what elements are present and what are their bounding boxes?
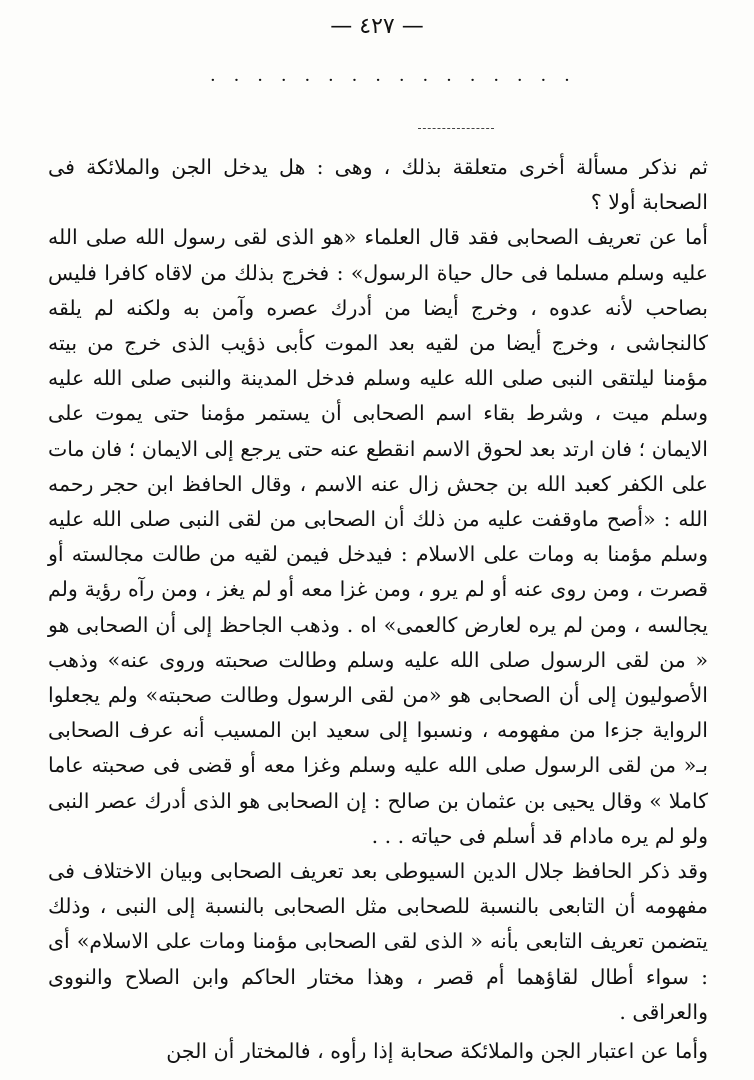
ornament-dot: · — [469, 70, 476, 91]
body-text — [48, 150, 708, 1069]
section-divider — [418, 128, 494, 129]
ornament-dot: · — [210, 70, 216, 91]
ornament-dot: · — [493, 70, 500, 91]
ornament-dot: · — [351, 70, 358, 91]
ornament-dot: · — [422, 70, 429, 91]
ornament-dot: · — [233, 70, 240, 91]
ornament-dot: · — [516, 70, 523, 91]
ornament-dot: · — [375, 70, 381, 91]
paragraph-companion-definition: أما عن تعريف الصحابى فقد قال العلماء «هو الذى لقى رسول الله صلى الله عليه وسلم مسلما فى حال حياة الرسول» : فخرج بذلك من لاقاه كافرا فليس بصاحب لأنه عدوه ، وخرج أيضا من أدرك عصره وآمن به ولكنه لم يلقه كالنجاشى ، وخرج أيضا من لقيه بعد الموت كأبى ذؤيب الذى خرج من بيته مؤمنا ليلتقى النبى صلى الله عليه وسلم فدخل المدينة والنبى صلى الله عليه وسلم ميت ، وشرط بقاء اسم الصحابى أن يستمر مؤمنا حتى يموت على الايمان ؛ فان ارتد بعد لحوق الاسم انقطع عنه حتى يرجع إلى الايمان ؛ فان مات على الكفر كعبد الله بن جحش زال عنه الاسم ، وقال الحافظ ابن حجر رحمه الله : «أصح ماوقفت عليه من ذلك أن الصحابى من لقى النبى صلى الله عليه وسلم مؤمنا به ومات على الاسلام : فيدخل فيمن لقيه من طالت مجالسته أو قصرت ، ومن روى عنه أو لم يرو ، ومن غزا معه أو لم يغز ، ومن رآه رؤية ولم يجالسه ، ومن لم يره لعارض كالعمى» اه . وذهب الجاحظ إلى أن الصحابى هو « من لقى الرسول صلى الله عليه وسلم وطالت صحبته وروى عنه» وذهب الأصوليون إلى أن الصحابى هو «من لقى الرسول وطالت صحبته» ولم يجعلوا الرواية جزءا من مفهومه ، ونسبوا إلى سعيد ابن المسيب أنه عرف الصحابى بـ« من لقى الرسول صلى الله عليه وسلم وغزا معه أو قضى فى صحبته عاما كاملا » وقال يحيى بن عثمان بن صالح : إن الصحابى هو الذى أدرك عصر النبى ولو لم يره مادام قد أسلم فى حياته . . . — [48, 225, 708, 848]
paragraph-question: ثم نذكر مسألة أخرى متعلقة بذلك ، وهى : هل يدخل الجن والملائكة فى الصحابة أولا ؟ — [48, 155, 708, 215]
ornament-dot: · — [257, 70, 263, 91]
ornament-dot: · — [564, 70, 570, 91]
ornament-dot: · — [540, 70, 547, 91]
ornament-dot: · — [304, 70, 311, 91]
dotted-ornament — [210, 72, 570, 90]
ornament-dot: · — [398, 70, 405, 91]
paragraph-follower-definition: وقد ذكر الحافظ جلال الدين السيوطى بعد تعريف الصحابى وبيان الاختلاف فى مفهومه أن التابعى بالنسبة للصحابى مثل الصحابى بالنسبة إلى النبى ، وذلك يتضمن تعريف التابعى بأنه « الذى لقى الصحابى مؤمنا ومات على الاسلام» أى : سواء أطال لقاؤهما أم قصر ، وهذا مختار الحاكم وابن الصلاح والنووى والعراقى . — [48, 859, 708, 1024]
ornament-dot: · — [446, 70, 452, 91]
paragraph-jinn-angels: وأما عن اعتبار الجن والملائكة صحابة إذا رأوه ، فالمختار أن الجن — [166, 1039, 708, 1064]
ornament-dot: · — [328, 70, 334, 91]
ornament-dot: · — [280, 70, 287, 91]
page-number: — ٤٢٧ — — [330, 14, 424, 39]
